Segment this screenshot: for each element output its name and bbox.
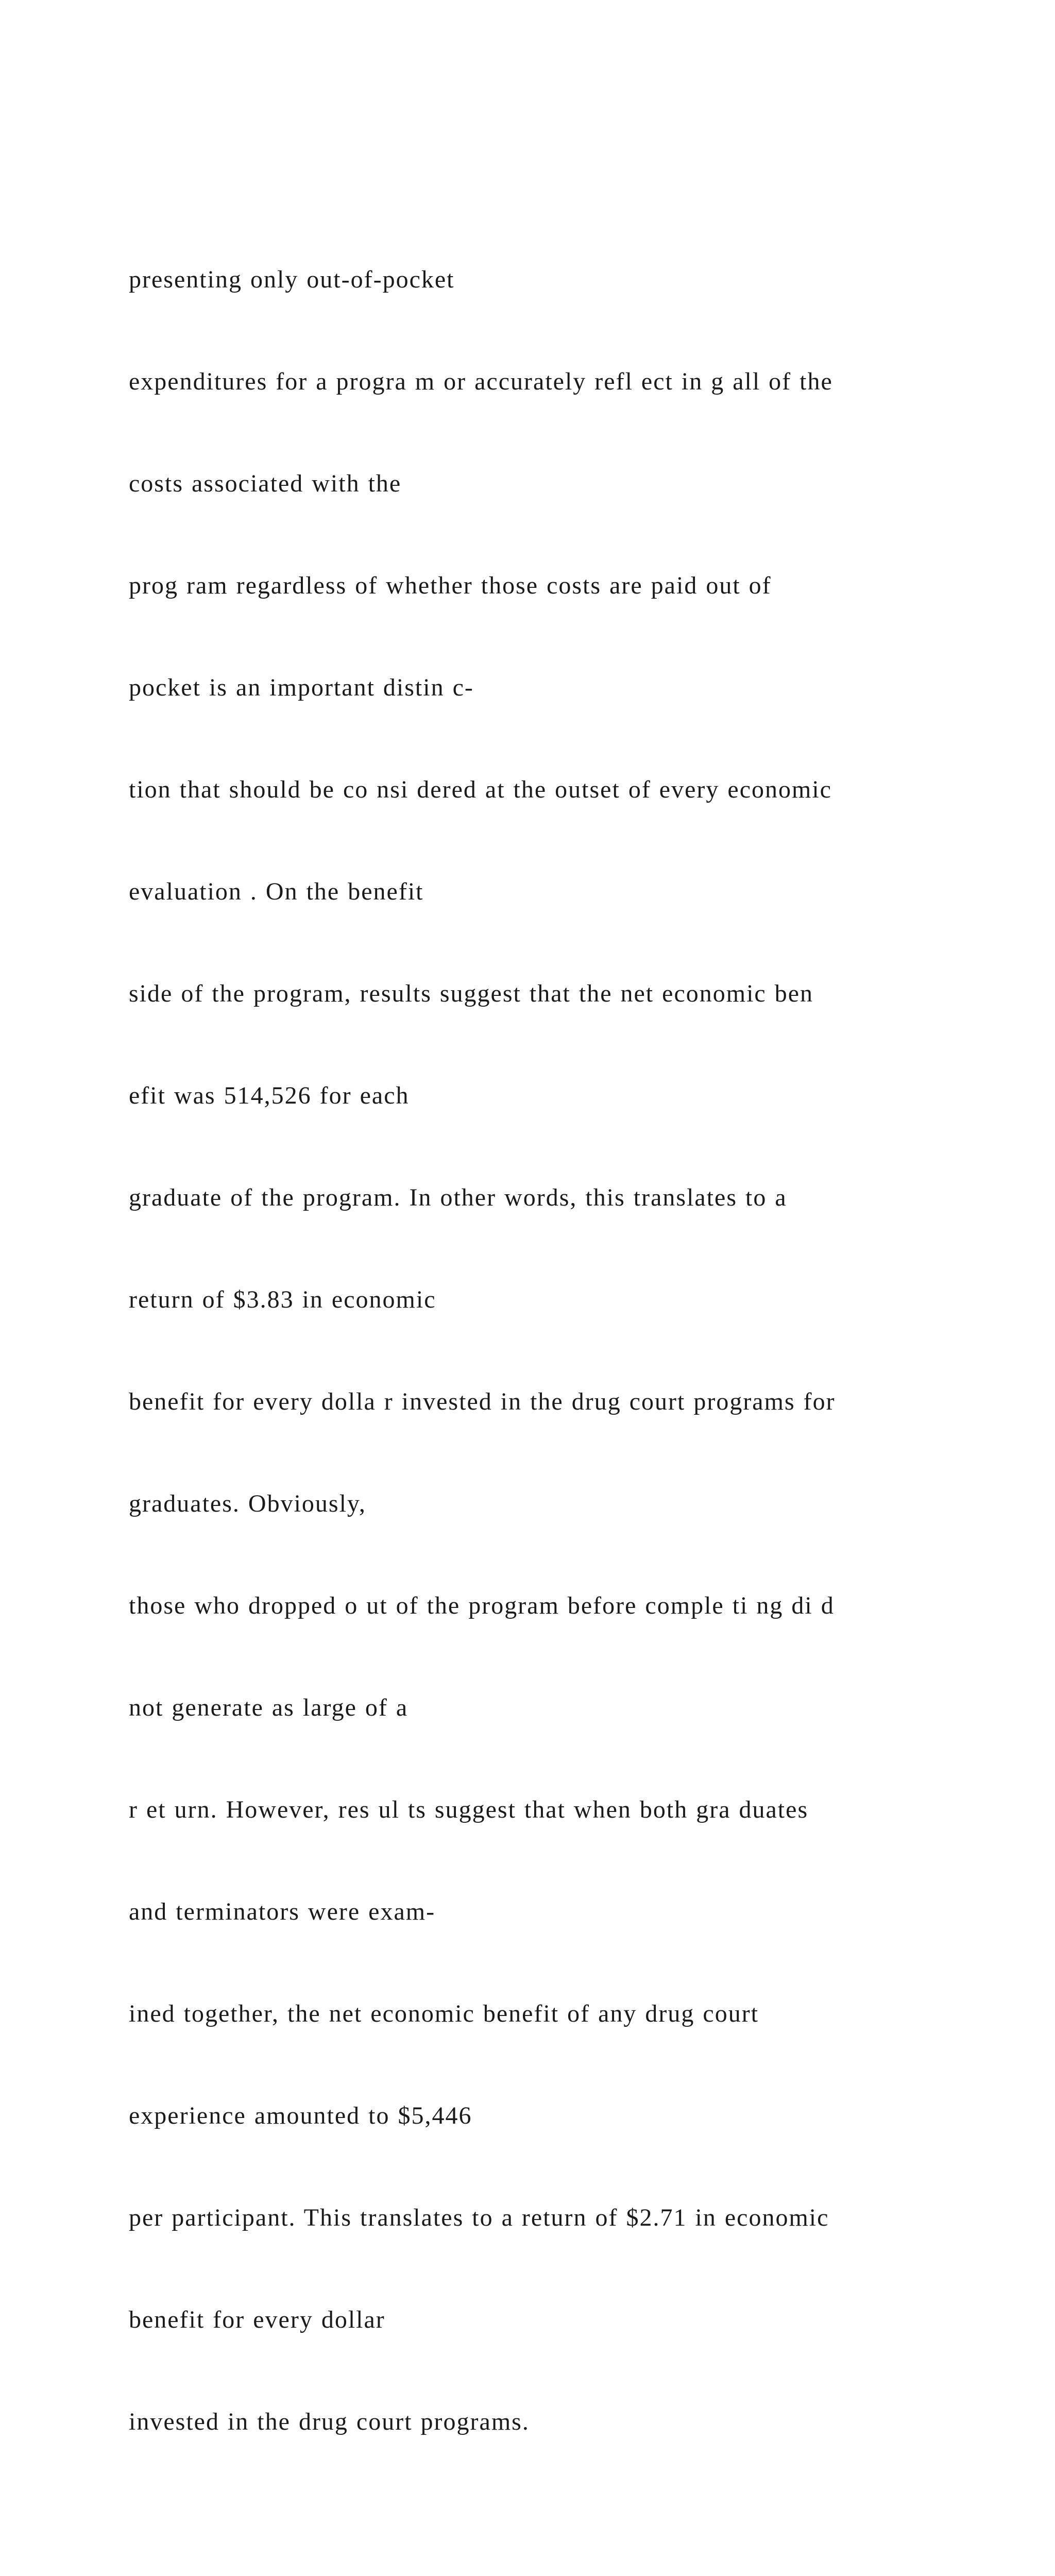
text-line: per participant. This translates to a return of $2.71 in economic <box>129 2204 829 2231</box>
text-line: and terminators were exam- <box>129 1898 436 1925</box>
text-line: ined together, the net economic benefit of any drug court <box>129 2000 759 2027</box>
text-line: expenditures for a progra m or accurately refl ect in g all of the <box>129 368 833 395</box>
text-line: evaluation . On the benefit <box>129 878 424 905</box>
document-body <box>129 127 1035 2576</box>
text-line: pocket is an important distin c- <box>129 674 474 701</box>
text-line: those who dropped o ut of the program before comple ti ng di d <box>129 1592 835 1619</box>
text-line: graduate of the program. In other words, this translates to a <box>129 1184 787 1211</box>
text-line: graduates. Obviously, <box>129 1490 366 1517</box>
text-line: prog ram regardless of whether those costs are paid out of <box>129 572 772 599</box>
paragraph-spacer <box>129 2575 1035 2576</box>
text-line: r et urn. However, res ul ts suggest that when both gra duates <box>129 1796 809 1823</box>
text-line: experience amounted to $5,446 <box>129 2102 472 2129</box>
text-line: side of the program, results suggest that the net economic ben <box>129 980 814 1007</box>
text-line: presenting only out-of-pocket <box>129 266 455 293</box>
text-line: not generate as large of a <box>129 1694 409 1721</box>
text-line: invested in the drug court programs. <box>129 2408 530 2435</box>
text-line: benefit for every dolla r invested in the drug court programs for <box>129 1388 836 1415</box>
paragraph-1 <box>129 195 1035 2507</box>
text-line: benefit for every dollar <box>129 2306 385 2333</box>
text-line: efit was 514,526 for each <box>129 1082 410 1109</box>
text-line: return of $3.83 in economic <box>129 1286 436 1313</box>
text-line: costs associated with the <box>129 470 402 497</box>
text-line: tion that should be co nsi dered at the outset of every economic <box>129 776 832 803</box>
